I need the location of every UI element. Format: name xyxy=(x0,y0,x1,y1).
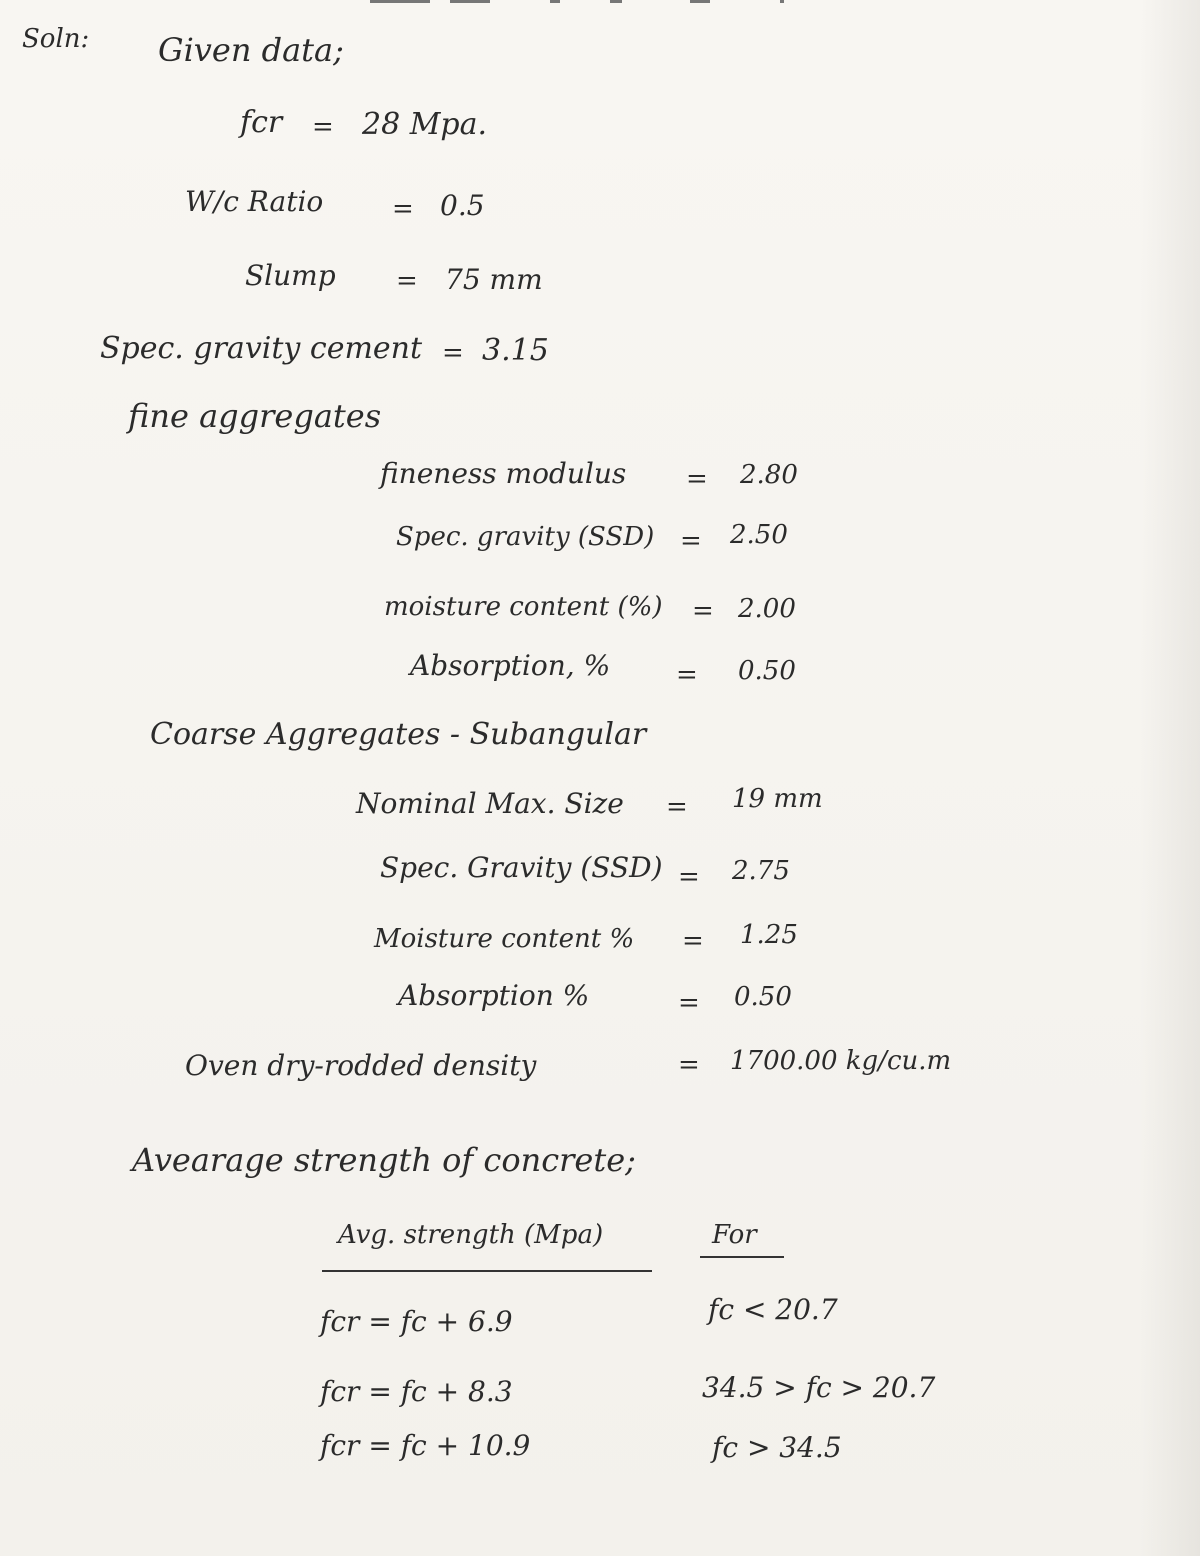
density-label: Oven dry-rodded density xyxy=(185,1049,537,1082)
equals-sign: = xyxy=(678,1050,700,1080)
fine-label: moisture content (%) xyxy=(384,592,663,622)
equals-sign: = xyxy=(686,464,708,494)
fine-value: 0.50 xyxy=(738,656,796,686)
given-label: W/c Ratio xyxy=(185,185,324,218)
solution-label: Soln: xyxy=(22,24,90,54)
fine-label: Spec. gravity (SSD) xyxy=(396,522,655,552)
fine-label: fineness modulus xyxy=(380,457,627,490)
equals-sign: = xyxy=(692,596,714,626)
equals-sign: = xyxy=(680,526,702,556)
header-underline xyxy=(700,1256,784,1258)
equals-sign: = xyxy=(312,112,334,142)
coarse-value: 0.50 xyxy=(734,982,792,1012)
fine-value: 2.00 xyxy=(738,594,796,624)
coarse-label: Spec. Gravity (SSD) xyxy=(380,851,663,884)
coarse-value: 1.25 xyxy=(740,920,798,950)
coarse-value: 19 mm xyxy=(732,784,823,814)
average-strength-heading: Avearage strength of concrete; xyxy=(132,1141,636,1179)
given-value: 3.15 xyxy=(482,333,549,368)
equals-sign: = xyxy=(392,194,414,224)
strength-formula: fcr = fc + 8.3 xyxy=(320,1375,513,1408)
equals-sign: = xyxy=(682,926,704,956)
coarse-label: Nominal Max. Size xyxy=(356,787,624,820)
header-underline xyxy=(322,1270,652,1272)
equals-sign: = xyxy=(396,266,418,296)
fine-value: 2.80 xyxy=(740,460,798,490)
equals-sign: = xyxy=(678,988,700,1018)
coarse-value: 2.75 xyxy=(732,856,790,886)
equals-sign: = xyxy=(666,792,688,822)
table-header-strength: Avg. strength (Mpa) xyxy=(338,1220,604,1250)
strength-formula: fcr = fc + 10.9 xyxy=(320,1429,531,1462)
fine-label: Absorption, % xyxy=(410,649,611,682)
fine-value: 2.50 xyxy=(730,520,788,550)
table-header-for: For xyxy=(712,1220,757,1250)
density-value: 1700.00 kg/cu.m xyxy=(730,1046,952,1076)
coarse-aggregates-heading: Coarse Aggregates - Subangular xyxy=(150,717,647,752)
given-data-heading: Given data; xyxy=(158,31,344,69)
strength-condition: fc > 34.5 xyxy=(712,1431,842,1464)
equals-sign: = xyxy=(678,862,700,892)
equals-sign: = xyxy=(442,338,464,368)
page-edge-shadow xyxy=(1140,0,1200,1556)
given-value: 75 mm xyxy=(445,263,543,296)
equals-sign: = xyxy=(676,660,698,690)
strength-condition: 34.5 > fc > 20.7 xyxy=(702,1371,936,1404)
coarse-label: Absorption % xyxy=(398,979,590,1012)
given-label: Slump xyxy=(245,259,336,292)
given-value: 0.5 xyxy=(440,189,485,222)
top-edge-marks xyxy=(360,0,800,6)
strength-formula: fcr = fc + 6.9 xyxy=(320,1305,513,1338)
fine-aggregates-heading: fine aggregates xyxy=(128,397,382,435)
given-value: 28 Mpa. xyxy=(362,107,488,142)
given-label: fcr xyxy=(240,105,283,140)
strength-condition: fc < 20.7 xyxy=(708,1293,838,1326)
coarse-label: Moisture content % xyxy=(374,924,635,954)
given-label: Spec. gravity cement xyxy=(100,331,423,366)
